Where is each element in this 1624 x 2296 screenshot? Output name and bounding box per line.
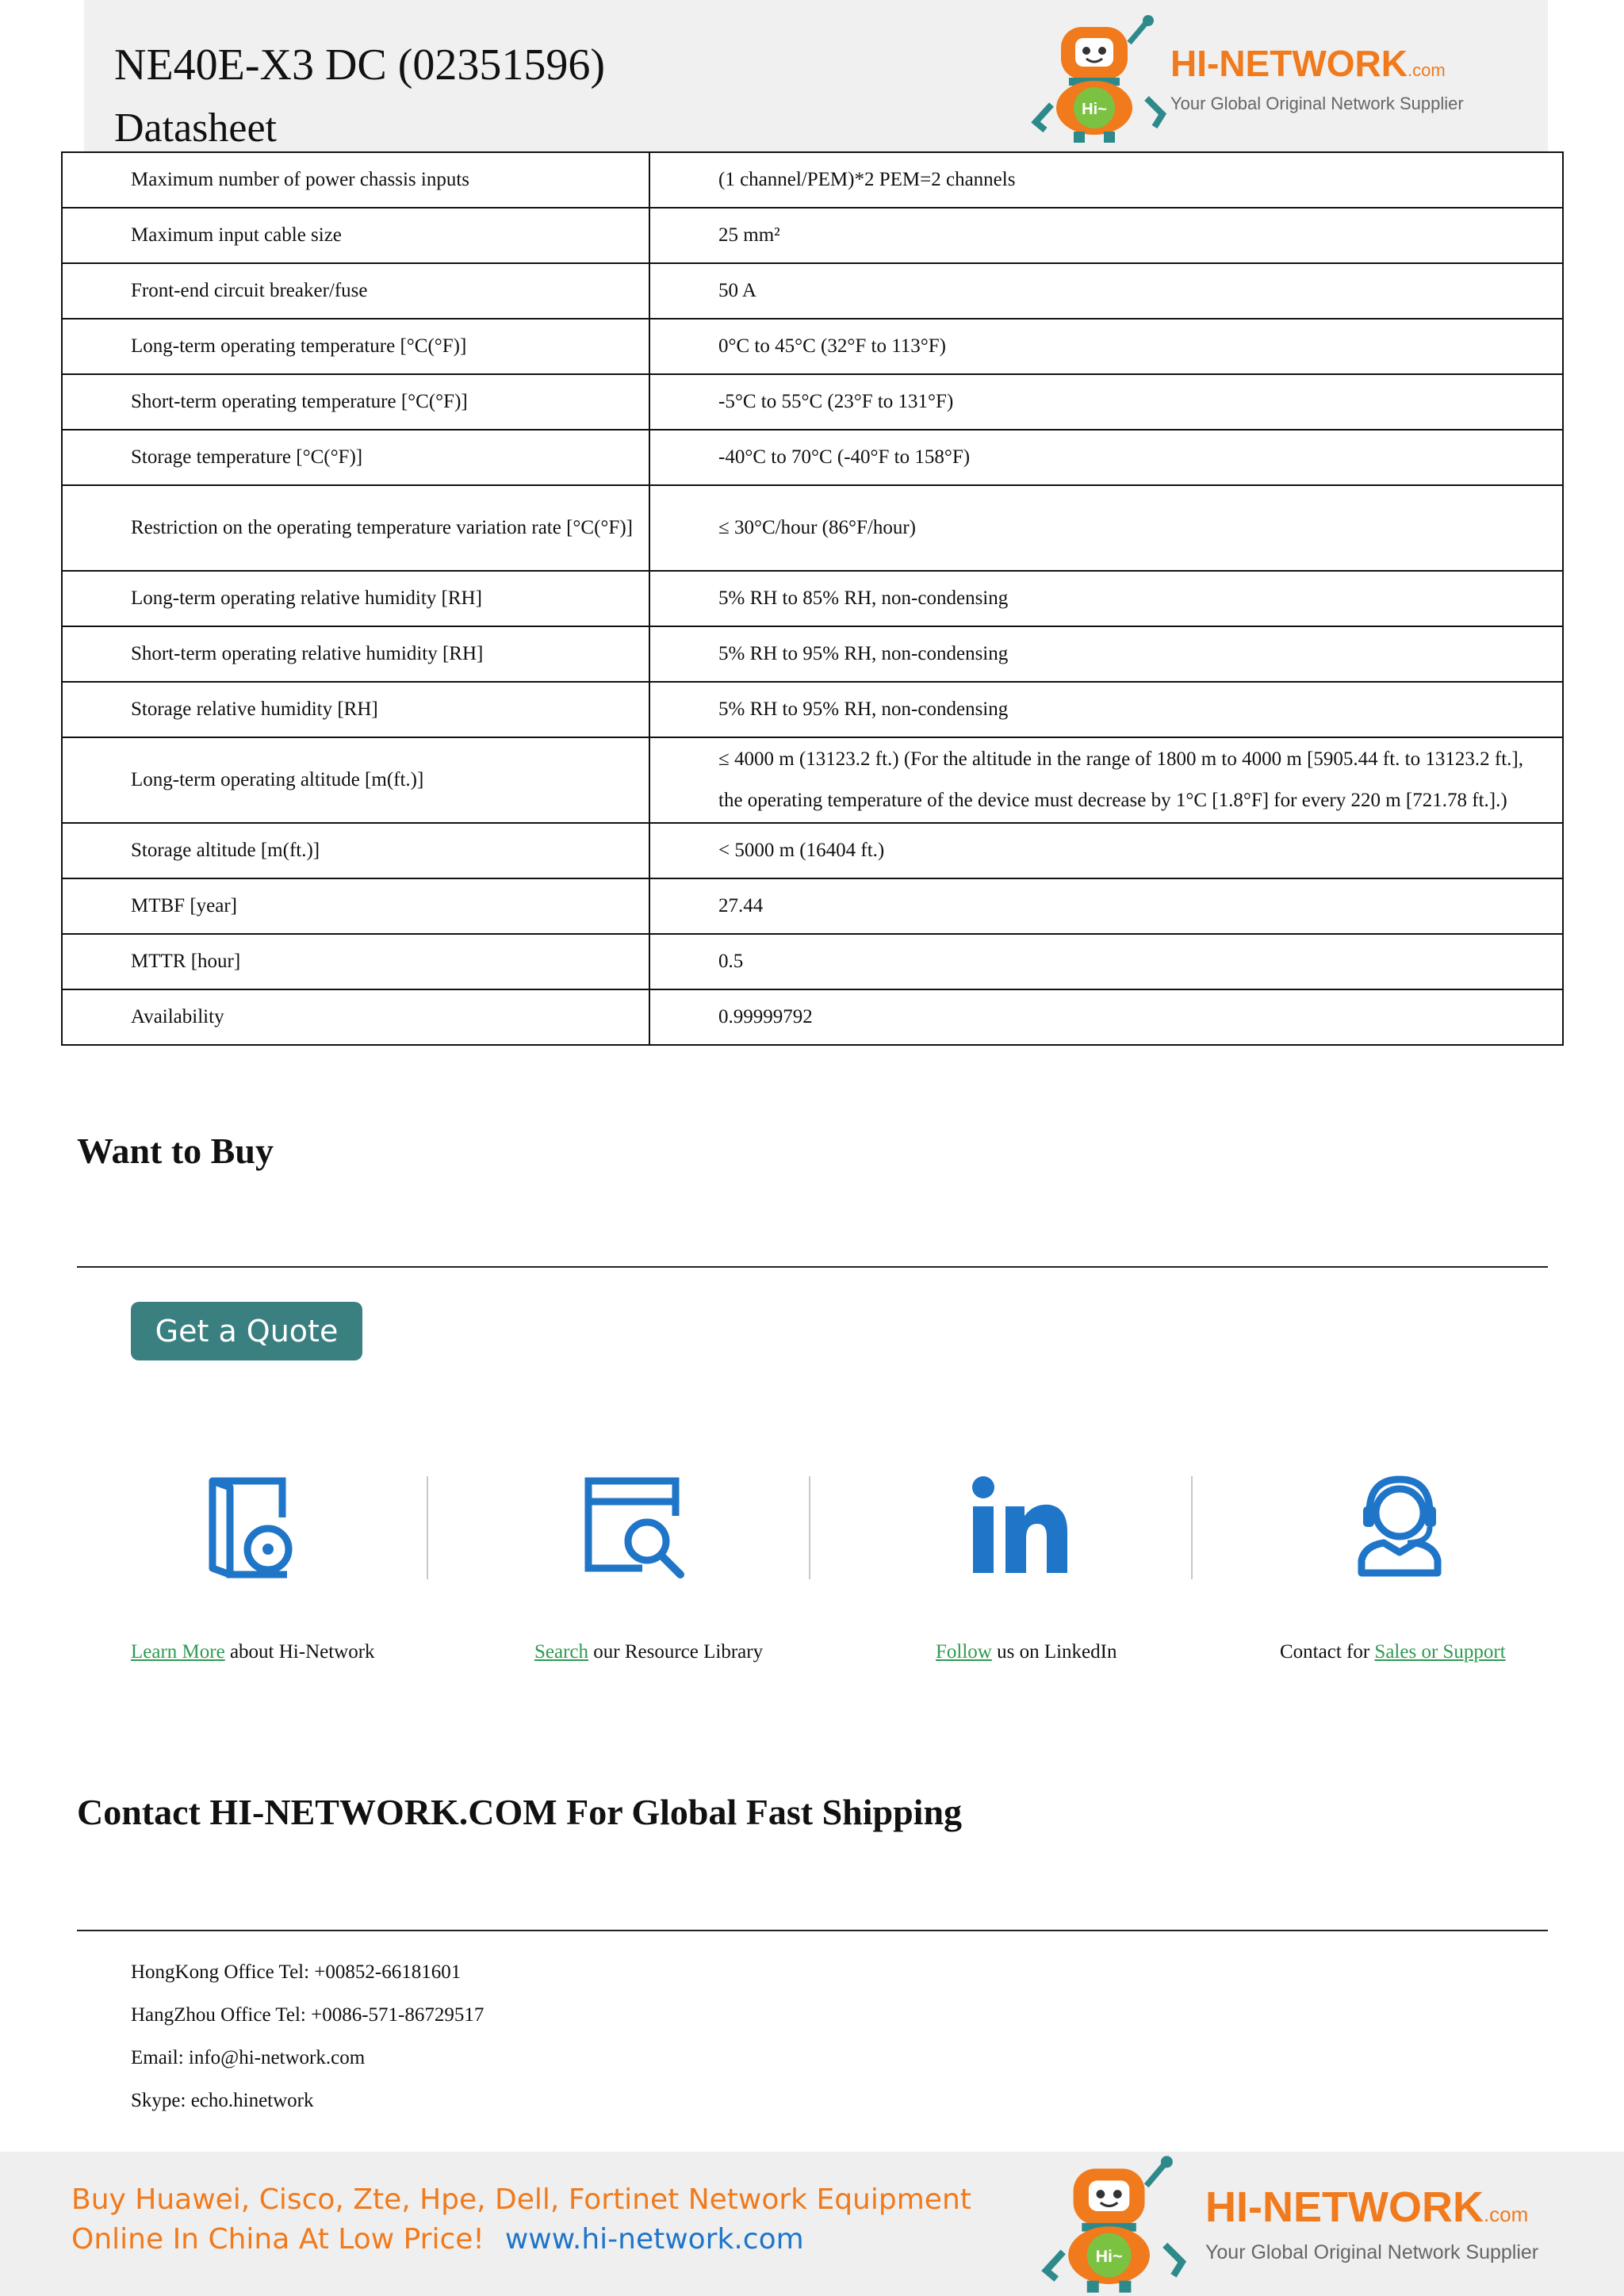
brand-name: [1170, 44, 1464, 90]
spec-value: -40°C to 70°C (-40°F to 158°F): [649, 430, 1563, 485]
learn-more-text: about Hi-Network: [224, 1641, 375, 1663]
hongkong-phone: HongKong Office Tel: +00852-66181601: [131, 1961, 462, 1983]
table-row: [62, 319, 1563, 374]
spec-label: Maximum input cable size: [62, 208, 649, 263]
footer-promo-line2: [71, 2220, 804, 2260]
document-title: NE40E-X3 DC (02351596): [114, 40, 606, 90]
spec-label: Availability: [62, 989, 649, 1045]
table-row: [62, 571, 1563, 626]
robot-badge-text: Hi~: [1082, 101, 1107, 118]
column-divider: [809, 1476, 810, 1579]
column-divider: [1191, 1476, 1193, 1579]
table-row: [62, 152, 1563, 208]
spec-label: MTTR [hour]: [62, 934, 649, 989]
spec-label: Long-term operating relative humidity [RH]: [62, 571, 649, 626]
document-subtitle: Datasheet: [114, 105, 278, 151]
spec-label: Long-term operating temperature [°C(°F)]: [62, 319, 649, 374]
spec-value: [649, 737, 1563, 823]
table-row: [62, 989, 1563, 1045]
brand-domain: .com: [1407, 59, 1446, 80]
spec-value: ≤ 30°C/hour (86°F/hour): [649, 485, 1563, 571]
robot-mascot-icon: [1023, 2152, 1205, 2296]
footer-brand-logo[interactable]: [1023, 2152, 1538, 2296]
table-row: [62, 208, 1563, 263]
brand-logo[interactable]: [1028, 11, 1464, 146]
follow-line: [936, 1640, 1116, 1665]
spec-value: 25 mm²: [649, 208, 1563, 263]
column-divider: [427, 1476, 428, 1579]
search-link[interactable]: Search: [534, 1641, 589, 1663]
spec-value: 0°C to 45°C (32°F to 113°F): [649, 319, 1563, 374]
spec-value: 5% RH to 95% RH, non-condensing: [649, 682, 1563, 737]
section-divider: [77, 1266, 1548, 1268]
spec-label: Front-end circuit breaker/fuse: [62, 263, 649, 319]
support-agent-icon: [1344, 1470, 1455, 1581]
page-footer: [0, 2152, 1624, 2296]
spec-value: 0.5: [649, 934, 1563, 989]
spec-label: MTBF [year]: [62, 878, 649, 934]
footer-brand-domain: .com: [1483, 2202, 1529, 2226]
spec-value: 5% RH to 95% RH, non-condensing: [649, 626, 1563, 682]
sales-support-link[interactable]: Sales or Support: [1374, 1641, 1506, 1663]
footer-brand-tagline: Your Global Original Network Supplier: [1205, 2241, 1539, 2263]
table-row: [62, 485, 1563, 571]
spec-label: Storage altitude [m(ft.)]: [62, 823, 649, 878]
footer-url-link[interactable]: www.hi-network.com: [504, 2223, 804, 2256]
contact-text: Contact for: [1280, 1641, 1375, 1663]
spec-value: 27.44: [649, 878, 1563, 934]
spec-label: Maximum number of power chassis inputs: [62, 152, 649, 208]
spec-label: Long-term operating altitude [m(ft.)]: [62, 737, 649, 823]
contact-line: [1280, 1640, 1506, 1665]
table-row: [62, 737, 1563, 823]
support-tile[interactable]: [1344, 1470, 1455, 1581]
search-line: [534, 1640, 763, 1665]
search-tile[interactable]: [579, 1470, 690, 1581]
spec-value: 50 A: [649, 263, 1563, 319]
learn-more-line: [131, 1640, 375, 1665]
follow-text: us on LinkedIn: [991, 1641, 1117, 1663]
contact-heading: Contact HI-NETWORK.COM For Global Fast Shipping: [77, 1792, 963, 1832]
spec-label: Short-term operating temperature [°C(°F)]: [62, 374, 649, 430]
robot-badge-text: Hi~: [1095, 2247, 1123, 2267]
table-row: [62, 374, 1563, 430]
page-header: [84, 0, 1548, 152]
table-row: [62, 934, 1563, 989]
footer-promo-line1: Buy Huawei, Cisco, Zte, Hpe, Dell, Fortinet Network Equipment: [71, 2183, 971, 2216]
get-a-quote-button[interactable]: Get a Quote: [131, 1302, 362, 1360]
spec-value: (1 channel/PEM)*2 PEM=2 channels: [649, 152, 1563, 208]
search-text: our Resource Library: [588, 1641, 764, 1663]
spec-label: [62, 485, 649, 571]
learn-more-link[interactable]: Learn More: [131, 1641, 225, 1663]
table-row: [62, 430, 1563, 485]
spec-value: 5% RH to 85% RH, non-condensing: [649, 571, 1563, 626]
spec-value: < 5000 m (16404 ft.): [649, 823, 1563, 878]
table-row: [62, 878, 1563, 934]
spec-table: [61, 151, 1564, 1046]
section-divider: [77, 1930, 1548, 1931]
table-row: [62, 682, 1563, 737]
book-disc-icon: [198, 1470, 309, 1581]
table-row: [62, 263, 1563, 319]
robot-mascot-icon: [1028, 11, 1170, 146]
footer-promo-text: Online In China At Low Price!: [71, 2223, 485, 2256]
hangzhou-phone: HangZhou Office Tel: +0086-571-86729517: [131, 2004, 485, 2026]
brand-tagline: Your Global Original Network Supplier: [1170, 93, 1464, 113]
want-to-buy-heading: Want to Buy: [77, 1131, 274, 1171]
spec-label-text: Restriction on the operating temperature variation rate [°C(°F)]: [131, 517, 633, 538]
table-row: [62, 626, 1563, 682]
email-address: Email: info@hi-network.com: [131, 2047, 366, 2068]
spec-label: Storage temperature [°C(°F)]: [62, 430, 649, 485]
spec-value-text: ≤ 4000 m (13123.2 ft.) (For the altitude in the range of 1800 m to 4000 m [5905.44 ft. to 13123.2 ft.], the operating temperature of the device must decrease by 1°C [1.8°F] for every 220 m [721.78 ft.].): [718, 748, 1523, 811]
linkedin-tile[interactable]: [961, 1470, 1072, 1581]
spec-label: Short-term operating relative humidity [RH]: [62, 626, 649, 682]
skype-id: Skype: echo.hinetwork: [131, 2090, 314, 2111]
spec-label: Storage relative humidity [RH]: [62, 682, 649, 737]
follow-link[interactable]: Follow: [936, 1641, 992, 1663]
brand-name-text: HI-NETWORK: [1170, 42, 1408, 84]
footer-brand-name-text: HI-NETWORK: [1205, 2183, 1484, 2231]
spec-value: -5°C to 55°C (23°F to 131°F): [649, 374, 1563, 430]
search-window-icon: [579, 1470, 690, 1581]
footer-brand-name: [1205, 2183, 1538, 2238]
learn-more-tile[interactable]: [198, 1470, 309, 1581]
table-row: [62, 823, 1563, 878]
spec-value: 0.99999792: [649, 989, 1563, 1045]
linkedin-icon: [961, 1470, 1072, 1581]
